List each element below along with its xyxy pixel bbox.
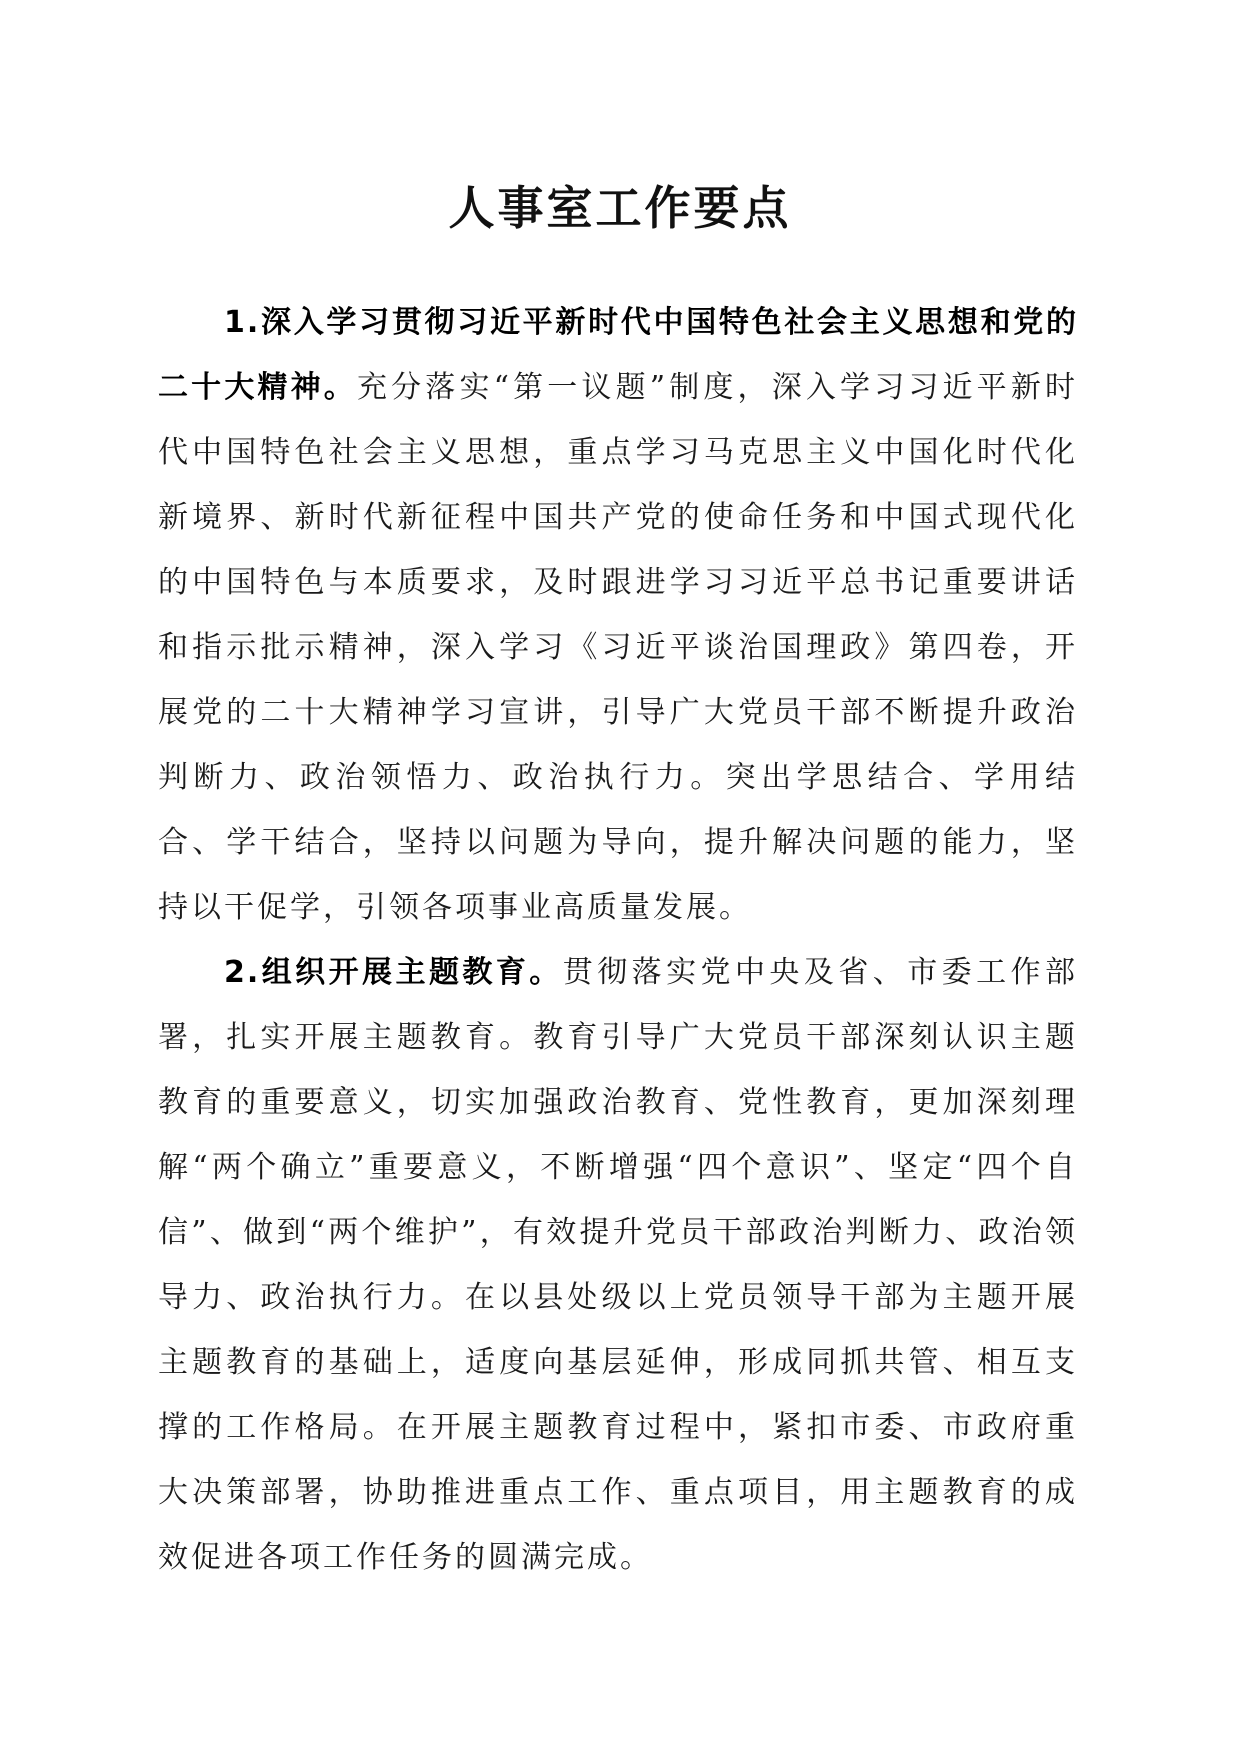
paragraph-1-text: 充分落实“第一议题”制度，深入学习习近平新时代中国特色社会主义思想，重点学习马克思主义中国化时代化新境界、新时代新征程中国共产党的使命任务和中国式现代化的中国特色与本质要求，及时跟进学习习近平总书记重要讲话和指示批示精神，深入学习《习近平谈治国理政》第四卷，开展党的二十大精神学习宣讲，引导广大党员干部不断提升政治判断力、政治领悟力、政治执行力。突出学思结合、学用结合、学干结合，坚持以问题为导向，提升解决问题的能力，坚持以干促学，引领各项事业高质量发展。 — [158, 370, 1078, 925]
document-body — [158, 290, 1078, 1590]
paragraph-2-heading: 2.组织开展主题教育。 — [224, 955, 563, 990]
paragraph-2 — [158, 940, 1078, 1590]
document-title: 人事室工作要点 — [448, 181, 792, 235]
paragraph-1-heading: 1.深入学习贯彻习近平新时代中国特色社会主义思想和党的二十大精神。 — [158, 305, 1078, 405]
paragraph-2-text: 贯彻落实党中央及省、市委工作部署，扎实开展主题教育。教育引导广大党员干部深刻认识主题教育的重要意义，切实加强政治教育、党性教育，更加深刻理解“两个确立”重要意义，不断增强“四个意识”、坚定“四个自信”、做到“两个维护”，有效提升党员干部政治判断力、政治领导力、政治执行力。在以县处级以上党员领导干部为主题开展主题教育的基础上，适度向基层延伸，形成同抓共管、相互支撑的工作格局。在开展主题教育过程中，紧扣市委、市政府重大决策部署，协助推进重点工作、重点项目，用主题教育的成效促进各项工作任务的圆满完成。 — [158, 955, 1079, 1575]
paragraph-1 — [158, 290, 1078, 940]
